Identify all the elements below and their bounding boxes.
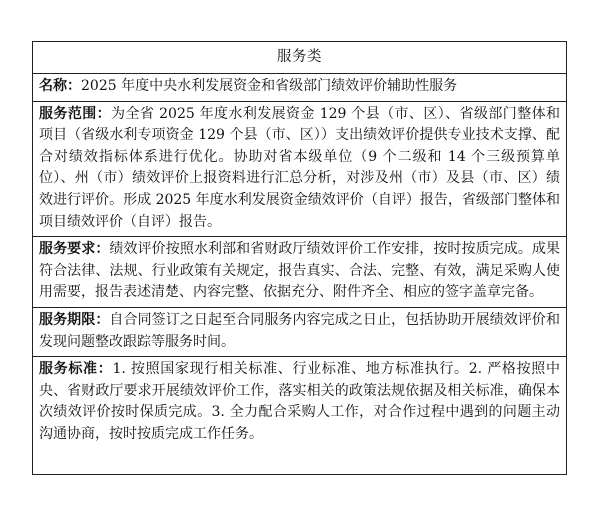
row-scope-label: 服务范围： [39, 105, 112, 122]
row-standards-label: 服务标准： [39, 361, 113, 378]
row-requirements-label: 服务要求： [39, 241, 110, 258]
row-scope [33, 102, 566, 238]
row-requirements-text: 绩效评价按照水利部和省财政厅绩效评价工作安排，按时按质完成。成果符合法律、法规、行业政策有关规定，报告真实、合法、完整、有效，满足采购人使用需要，报告表述清楚、内容完整、依据充分、附件齐全、相应的签字盖章完备。 [39, 241, 561, 301]
row-period-label: 服务期限： [39, 311, 110, 328]
row-name-text: 2025 年度中央水利发展资金和省级部门绩效评价辅助性服务 [81, 78, 458, 94]
service-table [32, 41, 567, 475]
row-period [33, 308, 566, 357]
row-name [33, 74, 566, 102]
row-period-text: 自合同签订之日起至合同服务内容完成之日止，包括协助开展绩效评价和发现问题整改跟踪等服务时间。 [39, 311, 561, 350]
row-requirements [33, 237, 566, 308]
table-header: 服务类 [33, 42, 566, 74]
row-name-label: 名称： [39, 78, 81, 94]
row-standards-text: 1. 按照国家现行相关标准、行业标准、地方标准执行。2. 严格按照中央、省财政厅要求开展绩效评价工作，落实相关的政策法规依据及相关标准，确保本次绩效评价按时保质完成。3. 全力配合采购人工作，对合作过程中遇到的问题主动沟通协商，按时按质完成工作任务。 [39, 361, 560, 442]
row-scope-text: 为全省 2025 年度水利发展资金 129 个县（市、区）、省级部门整体和项目（省级水利专项资金 129 个县（市、区））支出绩效评价提供专业技术支撑、配合对绩效指标体系进行优化。协助对省本级单位（9 个二级和 14 个三级预算单位）、州（市）绩效评价上报资料进行汇总分析，对涉及州（市）及县（市、区）绩效进行评价。形成 2025 年度水利发展资金绩效评价（自评）报告，省级部门整体和项目绩效评价（自评）报告。 [39, 105, 561, 230]
row-standards [33, 357, 566, 448]
